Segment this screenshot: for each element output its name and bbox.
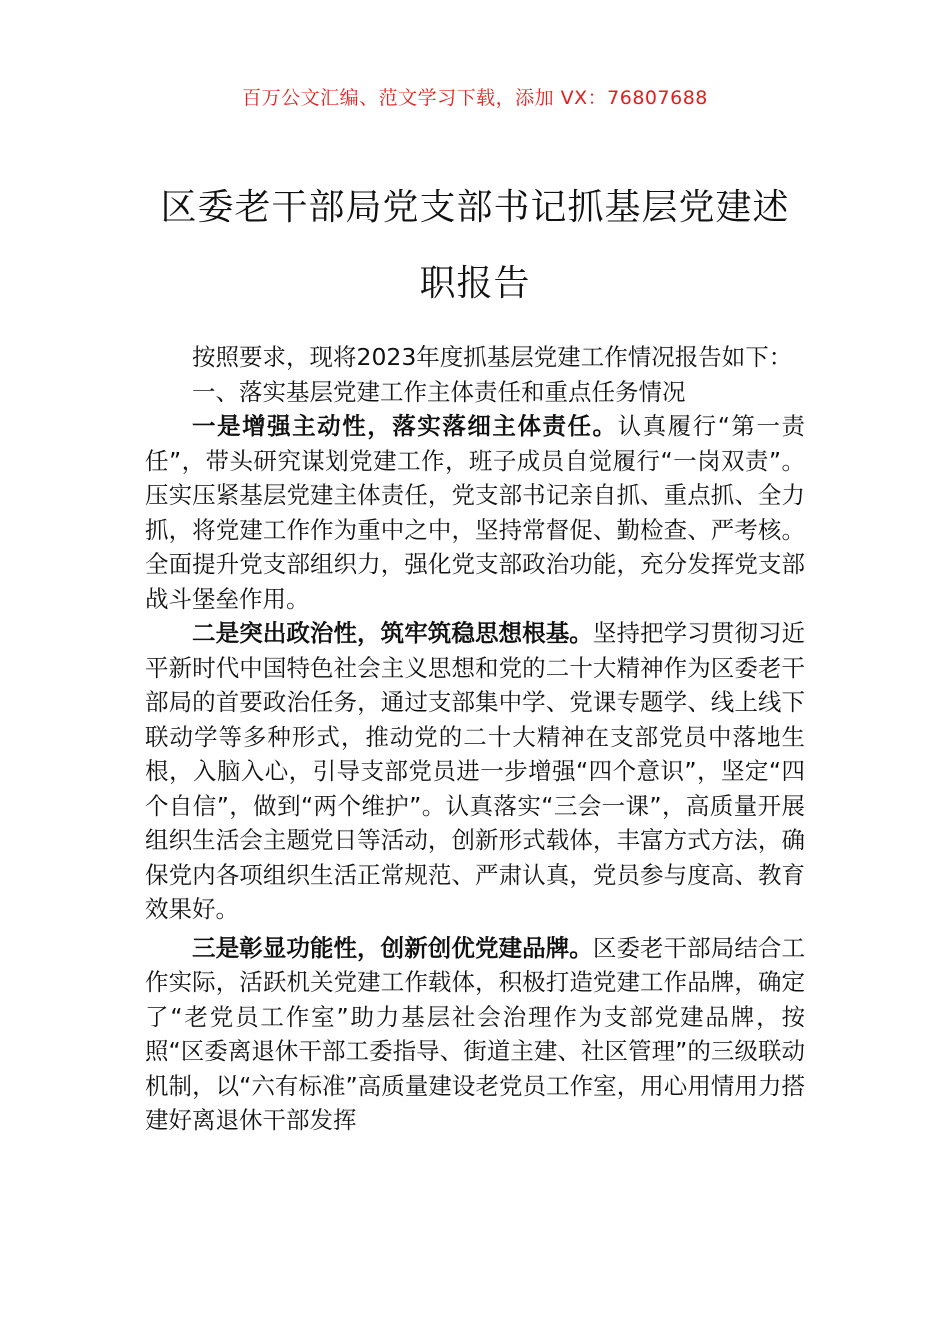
paragraph-3-body: 区委老干部局结合工作实际，活跃机关党建工作载体，积极打造党建工作品牌，确定了“老党员工作室”助力基层社会治理作为支部党建品牌，按照“区委离退休干部工委指导、街道主建、社区管理”的三级联动机制，以“六有标准”高质量建设老党员工作室，用心用情用力搭建好离退休干部发挥: [145, 933, 805, 1134]
document-body: [145, 340, 805, 1138]
paragraph-1-body: 认真履行“第一责任”，带头研究谋划党建工作，班子成员自觉履行“一岗双责”。压实压紧基层党建主体责任，党支部书记亲自抓、重点抓、全力抓，将党建工作作为重中之中，坚持常督促、勤检查、严考核。全面提升党支部组织力，强化党支部政治功能，充分发挥党支部战斗堡垒作用。: [145, 412, 805, 613]
section-heading: 一、落实基层党建工作主体责任和重点任务情况: [192, 377, 686, 406]
paragraph-1-lead: 一是增强主动性，落实落细主体责任。: [192, 412, 618, 440]
paragraph-3: [145, 931, 805, 1138]
document-title: 区委老干部局党支部书记抓基层党建述职报告: [160, 187, 790, 304]
paragraph-2-body: 坚持把学习贯彻习近平新时代中国特色社会主义思想和党的二十大精神作为区委老干部局的首要政治任务，通过支部集中学、党课专题学、线上线下联动学等多种形式，推动党的二十大精神在支部党员中落地生根，入脑入心，引导支部党员进一步增强“四个意识”，坚定“四个自信”，做到“两个维护”。认真落实“三会一课”，高质量开展组织生活会主题党日等活动，创新形式载体，丰富方式方法，确保党内各项组织生活正常规范、严肃认真，党员参与度高、教育效果好。: [145, 619, 805, 923]
paragraph-2: [145, 616, 805, 927]
paragraph-2-lead: 二是突出政治性，筑牢筑稳思想根基。: [192, 619, 593, 647]
paragraph-1: [145, 409, 805, 616]
paragraph-3-lead: 三是彰显功能性，创新创优党建品牌。: [192, 933, 593, 962]
header-banner: 百万公文汇编、范文学习下载，添加 VX：76807688: [242, 87, 708, 109]
intro-paragraph: 按照要求，现将2023年度抓基层党建工作情况报告如下：: [192, 343, 793, 371]
